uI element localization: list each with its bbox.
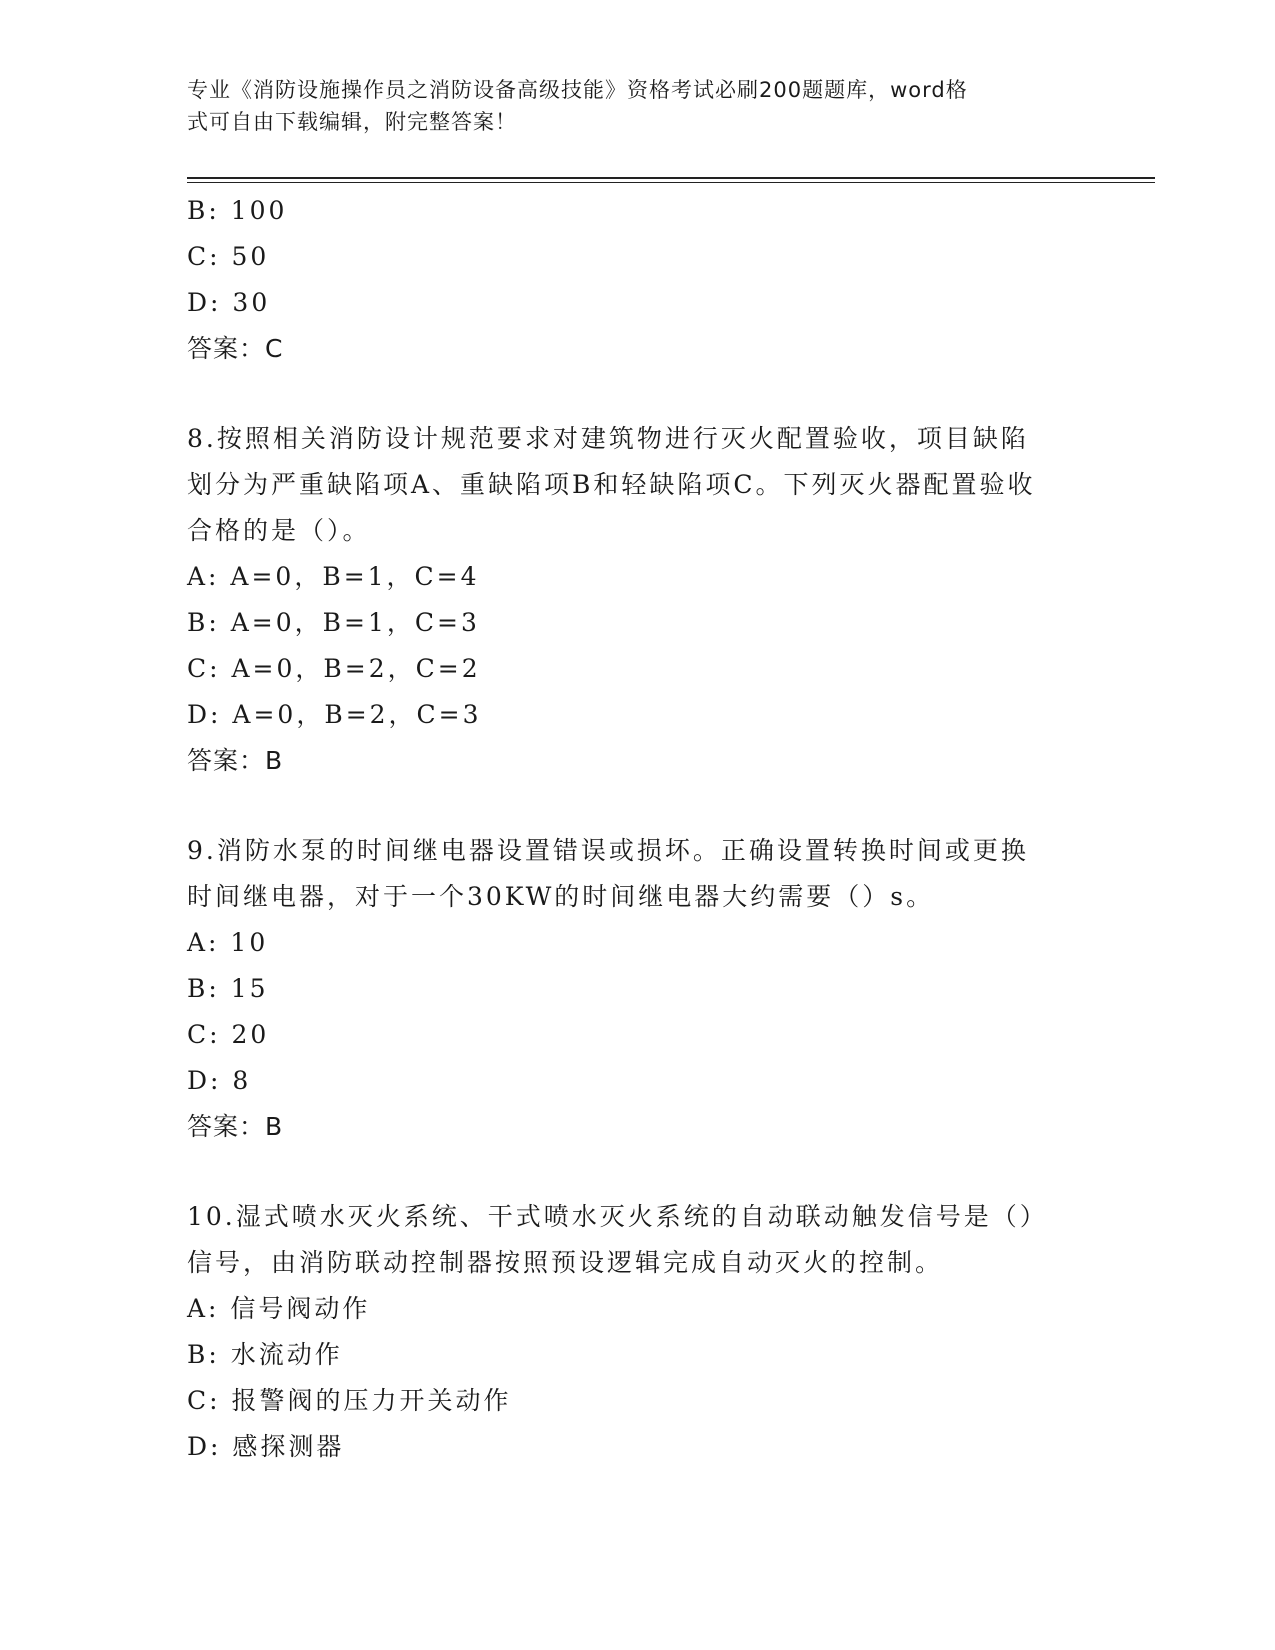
q9-answer: 答案：B: [187, 1112, 284, 1141]
header-line-1: 专业《消防设施操作员之消防设备高级技能》资格考试必刷200题题库，word格: [187, 78, 968, 102]
q10-option-c: C: 报警阀的压力开关动作: [187, 1386, 512, 1415]
spacer: [187, 784, 1087, 828]
q9-option-b: B: 15: [187, 974, 269, 1003]
document-header: [187, 74, 1067, 138]
q9-text-line-1: 9.消防水泵的时间继电器设置错误或损坏。正确设置转换时间或更换: [187, 836, 1029, 865]
question-8-block: [187, 416, 1087, 784]
spacer: [187, 1150, 1087, 1194]
q10-option-d: D: 感探测器: [187, 1432, 345, 1461]
q8-text-line-2: 划分为严重缺陷项A、重缺陷项B和轻缺陷项C。下列灭火器配置验收: [187, 470, 1036, 499]
q9-option-d: D: 8: [187, 1066, 252, 1095]
q8-text-line-1: 8.按照相关消防设计规范要求对建筑物进行灭火配置验收，项目缺陷: [187, 424, 1029, 453]
document-body: [187, 188, 1087, 1470]
q7-option-d: D: 30: [187, 288, 271, 317]
question-9-block: [187, 828, 1087, 1150]
q8-answer: 答案：B: [187, 746, 284, 775]
q8-option-c: C: A=0，B=2，C=2: [187, 654, 481, 683]
q9-option-a: A: 10: [187, 928, 269, 957]
q8-text-line-3: 合格的是（）。: [187, 516, 371, 545]
q7-option-c: C: 50: [187, 242, 270, 271]
question-7-block: [187, 188, 1087, 372]
q8-option-a: A: A=0，B=1，C=4: [187, 562, 480, 591]
header-divider-thick: [187, 177, 1155, 179]
spacer: [187, 372, 1087, 416]
header-line-2: 式可自由下载编辑，附完整答案！: [187, 110, 517, 134]
q10-text-line-2: 信号，由消防联动控制器按照预设逻辑完成自动灭火的控制。: [187, 1248, 944, 1277]
q8-option-b: B: A=0，B=1，C=3: [187, 608, 480, 637]
q10-option-a: A: 信号阀动作: [187, 1294, 371, 1323]
header-divider-thin: [187, 182, 1155, 183]
q7-answer: 答案：C: [187, 334, 284, 363]
q10-text-line-1: 10.湿式喷水灭火系统、干式喷水灭火系统的自动联动触发信号是（）: [187, 1202, 1048, 1231]
q9-option-c: C: 20: [187, 1020, 270, 1049]
q8-option-d: D: A=0，B=2，C=3: [187, 700, 482, 729]
q10-option-b: B: 水流动作: [187, 1340, 343, 1369]
q9-text-line-2: 时间继电器，对于一个30KW的时间继电器大约需要（）s。: [187, 882, 935, 911]
q7-option-b: B: 100: [187, 196, 288, 225]
question-10-block: [187, 1194, 1087, 1470]
